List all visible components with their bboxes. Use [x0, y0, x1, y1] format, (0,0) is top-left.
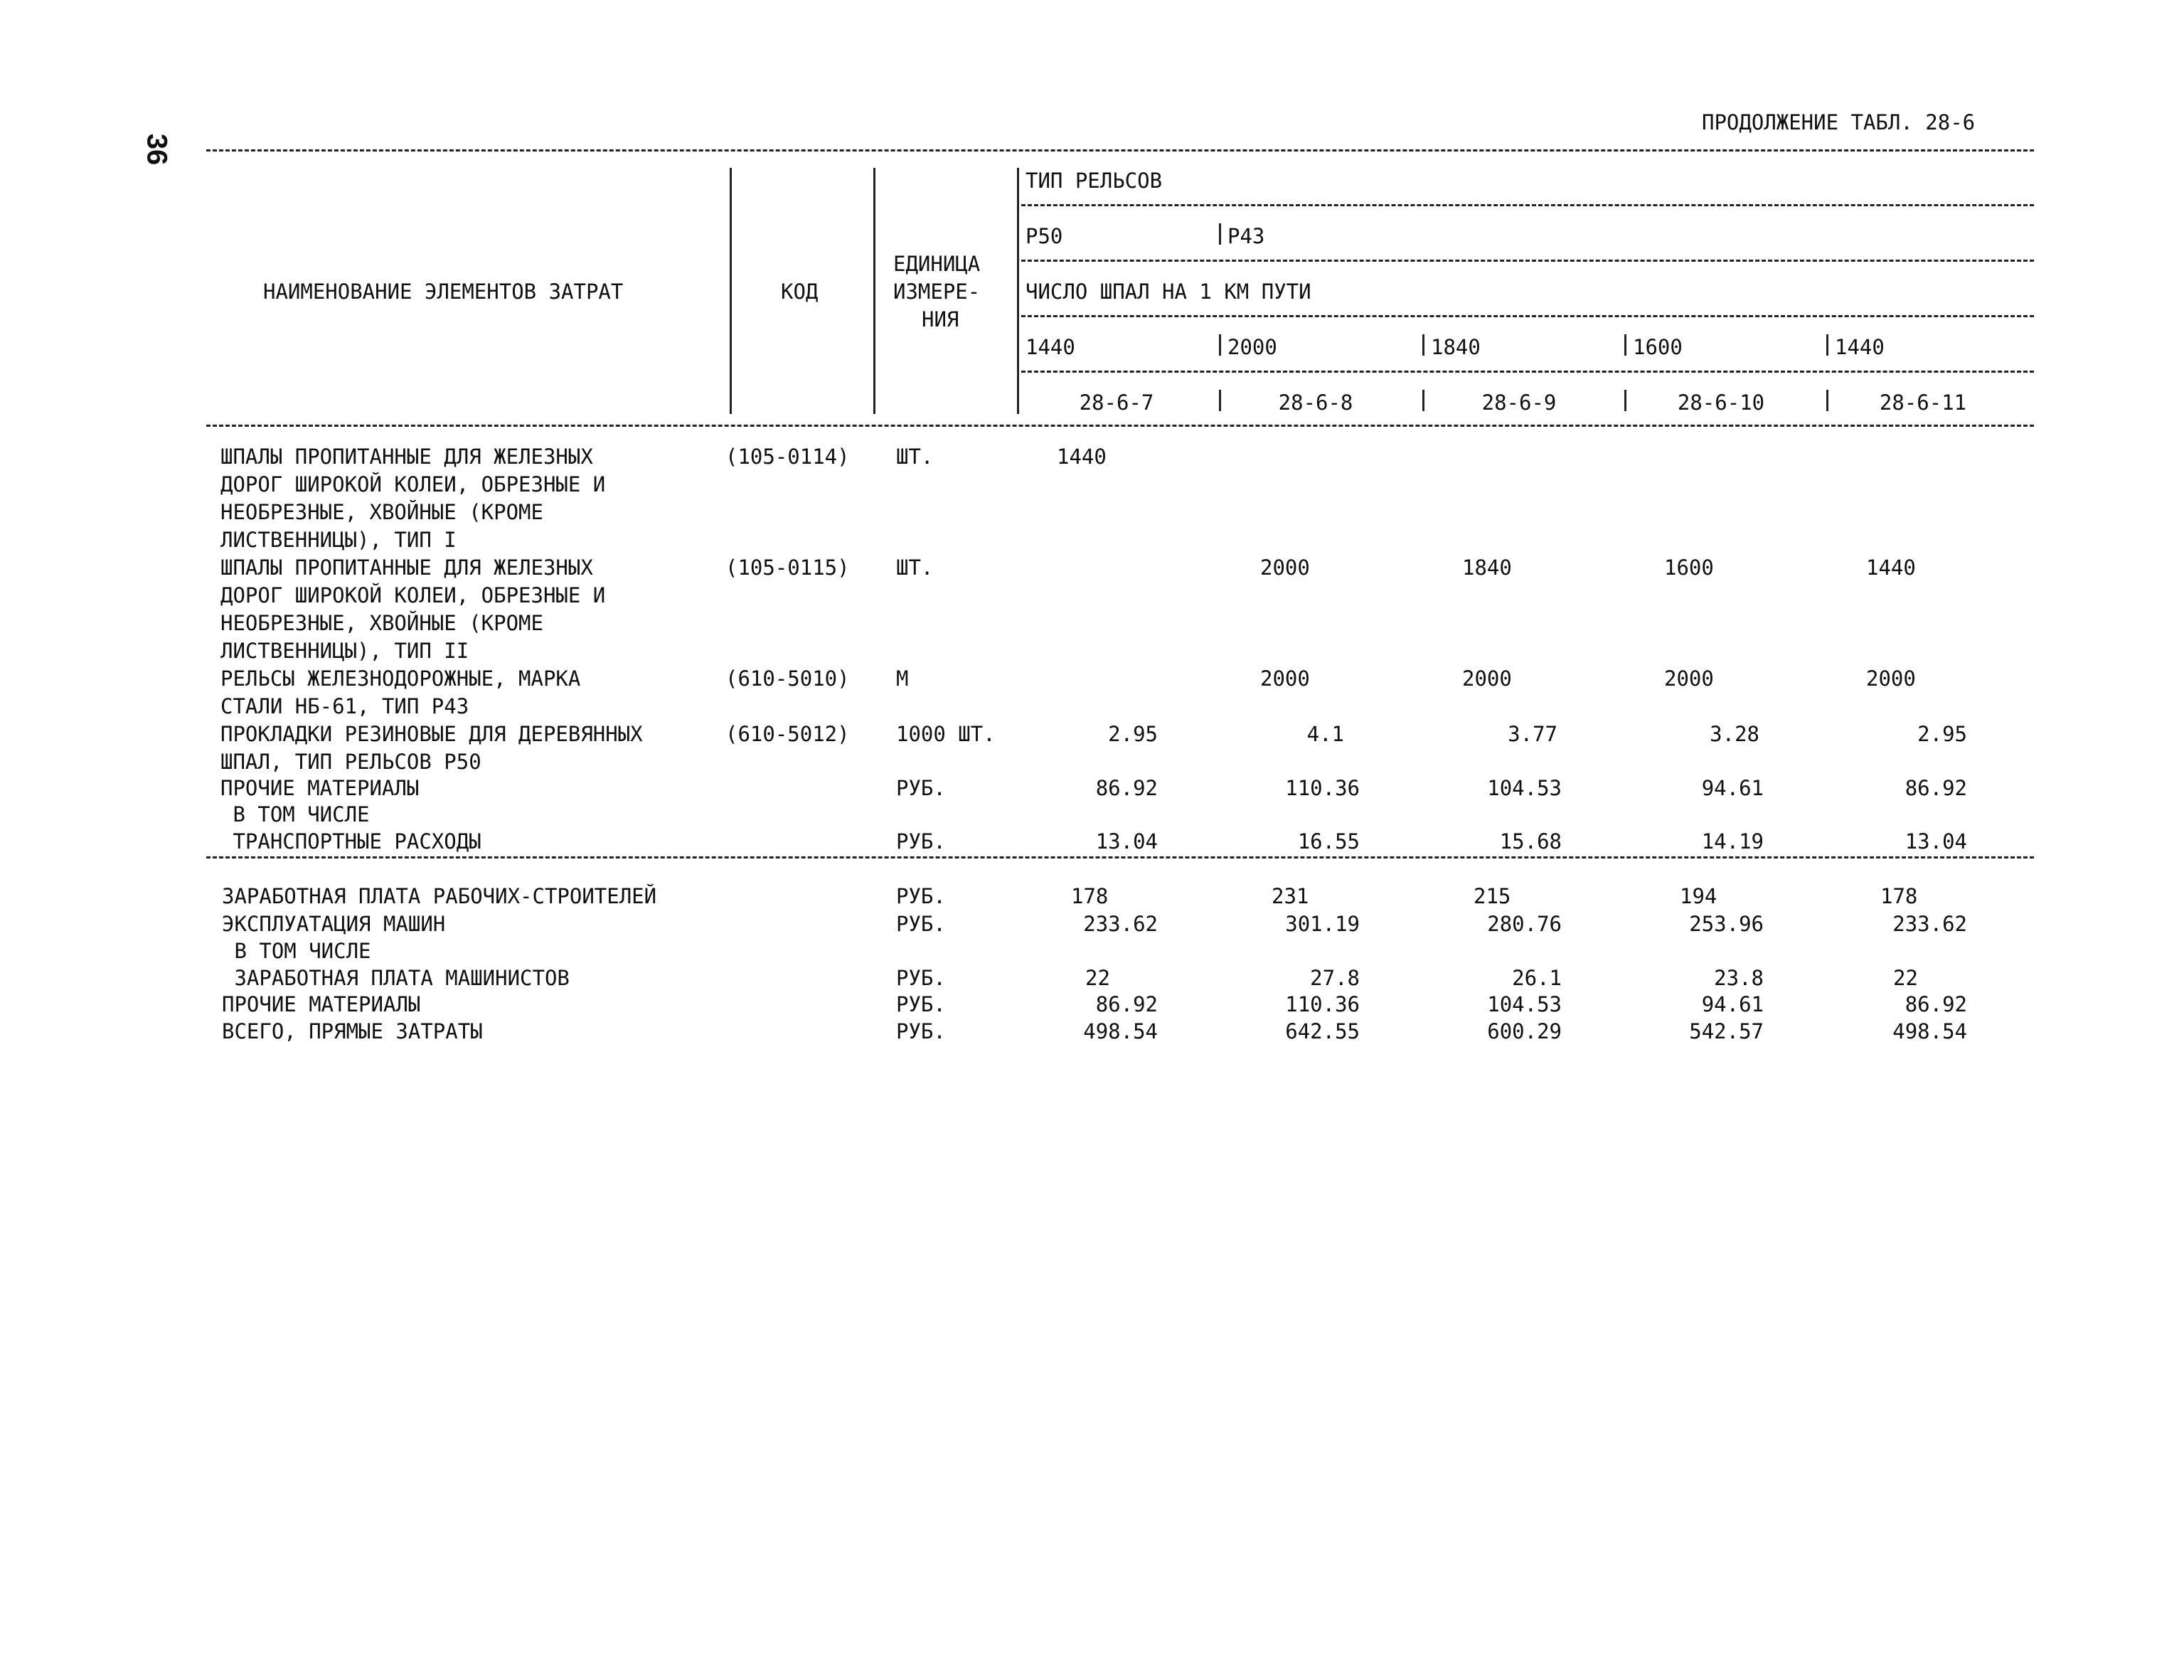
row-a4-v5: 2.95	[1917, 722, 1967, 746]
row-b6-unit: РУБ.	[896, 1019, 946, 1043]
row-a4-name-2: ШПАЛ, ТИП РЕЛЬСОВ Р50	[220, 750, 481, 774]
row-a2-name-3: НЕОБРЕЗНЫЕ, ХВОЙНЫЕ (КРОМЕ	[220, 611, 543, 635]
row-b4-v5: 22	[1893, 966, 1918, 990]
row-b1-v4: 194	[1680, 884, 1717, 908]
bar-code-2	[1219, 390, 1221, 411]
bar-code-5	[1826, 390, 1828, 411]
row-a2-v4: 1600	[1664, 555, 1714, 580]
row-b1-v5: 178	[1880, 884, 1918, 908]
rule-section-divider	[206, 856, 2034, 858]
header-sleepers: ЧИСЛО ШПАЛ НА 1 КМ ПУТИ	[1026, 280, 1311, 304]
row-b6-v5: 498.54	[1892, 1019, 1967, 1043]
row-a4-v3: 3.77	[1508, 722, 1557, 746]
bar-count-2	[1219, 334, 1221, 356]
row-b4-name: ЗАРАБОТНАЯ ПЛАТА МАШИНИСТОВ	[222, 966, 570, 990]
row-a1-name-2: ДОРОГ ШИРОКОЙ КОЛЕИ, ОБРЕЗНЫЕ И	[220, 472, 606, 496]
row-a5-name-2: В ТОМ ЧИСЛЕ	[220, 802, 370, 826]
count-2: 2000	[1227, 335, 1277, 359]
rule-top	[206, 149, 2034, 151]
row-b6-v3: 600.29	[1487, 1019, 1562, 1043]
row-a6-v3: 15.68	[1499, 829, 1562, 854]
row-b5-v5: 86.92	[1905, 992, 1967, 1016]
row-b6-v2: 642.55	[1285, 1019, 1360, 1043]
bar-code-4	[1624, 390, 1626, 411]
row-a6-v1: 13.04	[1095, 829, 1158, 854]
rule-sleepers	[1021, 315, 2034, 317]
rule-rail-p	[1021, 260, 2034, 262]
row-a1-v1: 1440	[1057, 445, 1107, 469]
header-p50: Р50	[1026, 224, 1063, 248]
row-b6-name: ВСЕГО, ПРЯМЫЕ ЗАТРАТЫ	[222, 1019, 483, 1043]
row-a4-name-1: ПРОКЛАДКИ РЕЗИНОВЫЕ ДЛЯ ДЕРЕВЯННЫХ	[220, 722, 643, 746]
row-b3-name: В ТОМ ЧИСЛЕ	[222, 939, 371, 963]
row-a4-unit: 1000 ШТ.	[896, 722, 996, 746]
row-a5-v2: 110.36	[1285, 776, 1360, 800]
row-a3-v5: 2000	[1866, 666, 1916, 691]
bar-code-unit	[873, 168, 875, 414]
row-b4-v2: 27.8	[1310, 966, 1360, 990]
row-a1-code: (105-0114)	[725, 445, 850, 469]
row-a2-name-1: ШПАЛЫ ПРОПИТАННЫЕ ДЛЯ ЖЕЛЕЗНЫХ	[220, 555, 593, 580]
row-a2-code: (105-0115)	[725, 555, 850, 580]
row-a3-name-1: РЕЛЬСЫ ЖЕЛЕЗНОДОРОЖНЫЕ, МАРКА	[220, 666, 581, 691]
bar-count-3	[1422, 334, 1424, 356]
row-b1-v3: 215	[1474, 884, 1511, 908]
row-a2-v2: 2000	[1260, 555, 1310, 580]
row-b4-v3: 26.1	[1512, 966, 1562, 990]
header-name: НАИМЕНОВАНИЕ ЭЛЕМЕНТОВ ЗАТРАТ	[263, 280, 624, 304]
row-b2-v3: 280.76	[1487, 912, 1562, 936]
bar-count-4	[1624, 334, 1626, 356]
row-a3-unit: М	[896, 666, 909, 691]
page-number: 36	[141, 133, 173, 166]
row-b1-unit: РУБ.	[896, 884, 946, 908]
row-b2-v4: 253.96	[1689, 912, 1764, 936]
row-b2-v1: 233.62	[1083, 912, 1158, 936]
bar-code-3	[1422, 390, 1424, 411]
row-a4-code: (610-5012)	[725, 722, 850, 746]
code-2: 28-6-8	[1278, 390, 1353, 415]
row-a6-v4: 14.19	[1701, 829, 1764, 854]
header-code: КОД	[781, 280, 819, 304]
rule-header-bottom	[206, 425, 2034, 427]
row-b2-v5: 233.62	[1892, 912, 1967, 936]
row-a6-v2: 16.55	[1297, 829, 1360, 854]
row-a3-code: (610-5010)	[725, 666, 850, 691]
row-b4-v4: 23.8	[1714, 966, 1764, 990]
count-5: 1440	[1835, 335, 1885, 359]
row-a1-name-3: НЕОБРЕЗНЫЕ, ХВОЙНЫЕ (КРОМЕ	[220, 500, 543, 524]
bar-count-5	[1826, 334, 1828, 356]
header-unit-1: ЕДИНИЦА	[893, 252, 981, 276]
continuation-title: ПРОДОЛЖЕНИЕ ТАБЛ. 28-6	[1702, 110, 1976, 134]
count-3: 1840	[1431, 335, 1481, 359]
row-b6-v4: 542.57	[1689, 1019, 1764, 1043]
row-a4-v4: 3.28	[1710, 722, 1759, 746]
code-5: 28-6-11	[1879, 390, 1967, 415]
row-b5-name: ПРОЧИЕ МАТЕРИАЛЫ	[222, 992, 421, 1016]
row-a1-unit: ШТ.	[896, 445, 934, 469]
row-a2-v5: 1440	[1866, 555, 1916, 580]
row-a5-name-1: ПРОЧИЕ МАТЕРИАЛЫ	[220, 776, 420, 800]
row-b5-v1: 86.92	[1095, 992, 1158, 1016]
row-b6-v1: 498.54	[1083, 1019, 1158, 1043]
bar-name-code	[730, 168, 732, 414]
row-a5-v3: 104.53	[1487, 776, 1562, 800]
row-a5-unit: РУБ.	[896, 776, 946, 800]
row-b2-v2: 301.19	[1285, 912, 1360, 936]
row-a5-v5: 86.92	[1905, 776, 1967, 800]
row-a3-v2: 2000	[1260, 666, 1310, 691]
row-a6-name-1: ТРАНСПОРТНЫЕ РАСХОДЫ	[220, 829, 481, 854]
row-b5-v3: 104.53	[1487, 992, 1562, 1016]
row-b4-unit: РУБ.	[896, 966, 946, 990]
code-3: 28-6-9	[1481, 390, 1557, 415]
row-a4-v1: 2.95	[1108, 722, 1158, 746]
row-a5-v1: 86.92	[1095, 776, 1158, 800]
row-b2-name: ЭКСПЛУАТАЦИЯ МАШИН	[222, 912, 446, 936]
rule-counts	[1021, 371, 2034, 373]
row-a3-name-2: СТАЛИ НБ-61, ТИП Р43	[220, 694, 469, 718]
row-a6-v5: 13.04	[1905, 829, 1967, 854]
header-unit-3: НИЯ	[922, 307, 959, 331]
row-a2-name-4: ЛИСТВЕННИЦЫ), ТИП II	[220, 639, 469, 663]
row-a3-v3: 2000	[1462, 666, 1512, 691]
code-1: 28-6-7	[1079, 390, 1154, 415]
row-a6-unit: РУБ.	[896, 829, 946, 854]
row-b1-v1: 178	[1071, 884, 1109, 908]
header-rail-type: ТИП РЕЛЬСОВ	[1026, 169, 1163, 193]
bar-unit-values	[1017, 168, 1019, 414]
row-a2-v3: 1840	[1462, 555, 1512, 580]
row-a2-name-2: ДОРОГ ШИРОКОЙ КОЛЕИ, ОБРЕЗНЫЕ И	[220, 583, 606, 607]
row-a5-v4: 94.61	[1701, 776, 1764, 800]
row-b5-v4: 94.61	[1701, 992, 1764, 1016]
row-a1-name-4: ЛИСТВЕННИЦЫ), ТИП I	[220, 528, 457, 552]
row-b5-unit: РУБ.	[896, 992, 946, 1016]
bar-p43	[1219, 223, 1221, 245]
row-b5-v2: 110.36	[1285, 992, 1360, 1016]
row-a4-v2: 4.1	[1306, 722, 1344, 746]
row-a1-name-1: ШПАЛЫ ПРОПИТАННЫЕ ДЛЯ ЖЕЛЕЗНЫХ	[220, 445, 593, 469]
code-4: 28-6-10	[1677, 390, 1765, 415]
header-unit-2: ИЗМЕРЕ-	[893, 280, 981, 304]
row-b1-v2: 231	[1272, 884, 1309, 908]
row-b2-unit: РУБ.	[896, 912, 946, 936]
row-b4-v1: 22	[1085, 966, 1110, 990]
header-p43: Р43	[1227, 224, 1265, 248]
row-a3-v4: 2000	[1664, 666, 1714, 691]
count-1: 1440	[1026, 335, 1075, 359]
rule-rail-type	[1021, 204, 2034, 206]
row-a2-unit: ШТ.	[896, 555, 934, 580]
count-4: 1600	[1633, 335, 1683, 359]
row-b1-name: ЗАРАБОТНАЯ ПЛАТА РАБОЧИХ-СТРОИТЕЛЕЙ	[222, 884, 657, 908]
